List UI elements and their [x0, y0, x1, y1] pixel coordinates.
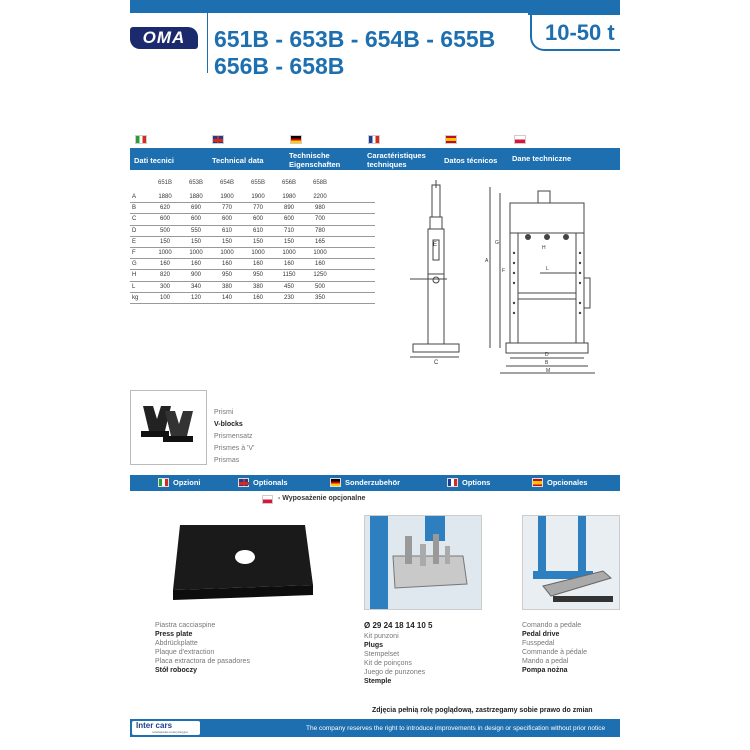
table-cell: 150 [190, 238, 201, 245]
table-cell: 700 [314, 216, 325, 223]
column-header: 653B [188, 180, 203, 186]
table-cell: 550 [190, 227, 201, 234]
column-header: 655B [250, 180, 265, 186]
plugs-it: Kit punzoni [364, 633, 399, 640]
table-cell: 160 [283, 261, 294, 268]
press-plate-es: Placa extractora de pasadores [155, 658, 250, 665]
table-cell: 900 [190, 272, 201, 279]
pedal-fr: Commande à pédale [522, 649, 587, 656]
footer-brand-subtitle: rozwiązania motoryzacyjne [152, 730, 189, 734]
options-it: Opzioni [173, 478, 201, 487]
table-cell: 160 [221, 261, 232, 268]
disclaimer-pl: Zdjęcia pełnią rolę poglądową, zastrzegamy sobie prawo do zmian [372, 707, 593, 714]
vblocks-en: V-blocks [214, 421, 243, 428]
press-plate-pl: Stół roboczy [155, 667, 198, 674]
header-es: Datos técnicos [444, 156, 498, 165]
side-view-svg [405, 180, 465, 375]
row-label: C [132, 216, 137, 223]
press-plate-image [155, 515, 325, 610]
plugs-en: Plugs [364, 642, 384, 649]
header-pl: Dane techniczne [512, 154, 572, 163]
plugs-pl: Stemple [364, 678, 392, 685]
table-cell: 1000 [189, 250, 203, 256]
column-header: 656B [281, 180, 296, 186]
uk-flag-icon [212, 135, 224, 144]
table-cell: 600 [252, 216, 263, 223]
column-header: 651B [157, 180, 172, 186]
table-cell: 230 [283, 294, 294, 301]
pedal-en: Pedal drive [522, 631, 560, 638]
table-cell: 1000 [158, 250, 172, 256]
table-cell: 780 [314, 227, 325, 234]
table-cell: 160 [159, 261, 170, 268]
options-spanish-flag-icon [532, 478, 543, 487]
table-cell: 160 [190, 261, 201, 268]
table-cell: 950 [252, 272, 263, 279]
vblocks-it: Prismi [214, 409, 234, 416]
table-cell: 380 [221, 283, 232, 290]
options-uk-flag-icon [238, 478, 249, 487]
footer-brand: Inter cars [136, 721, 173, 730]
row-label: B [132, 205, 137, 212]
table-cell: 1880 [158, 194, 172, 200]
front-label-a: A [485, 258, 489, 264]
options-french-flag-icon [447, 478, 458, 487]
table-cell: 610 [221, 227, 232, 234]
options-pl: - Wyposażenie opcjonalne [278, 495, 366, 502]
table-cell: 600 [159, 216, 170, 223]
table-cell: 1000 [220, 250, 234, 256]
row-label: F [132, 250, 136, 256]
table-cell: 710 [283, 227, 294, 234]
table-cell: 1000 [251, 250, 265, 256]
table-cell: 1000 [282, 250, 296, 256]
header-it: Dati tecnici [134, 156, 175, 165]
options-es: Opcionales [547, 478, 588, 487]
column-header: 658B [312, 180, 327, 186]
table-cell: 100 [159, 294, 170, 301]
table-cell: 160 [252, 261, 263, 268]
table-cell: 1880 [189, 194, 203, 200]
italian-flag-icon [135, 135, 147, 144]
press-plate-en: Press plate [155, 631, 193, 638]
options-italian-flag-icon [158, 478, 169, 487]
table-cell: 610 [252, 227, 263, 234]
table-cell: 500 [159, 227, 170, 234]
table-cell: 1900 [251, 194, 265, 200]
front-label-m: M [546, 368, 551, 374]
side-view-drawing [405, 180, 465, 375]
table-cell: 300 [159, 283, 170, 290]
table-cell: 980 [314, 205, 325, 212]
header-en: Technical data [212, 156, 264, 165]
options-de: Sonderzubehör [345, 478, 401, 487]
table-cell: 1980 [282, 194, 296, 200]
spanish-flag-icon [445, 135, 457, 144]
press-plate-de: Abdrückplatte [155, 640, 198, 647]
footer-notice: The company reserves the right to introduce improvements in design or specification without prior notice [306, 725, 606, 732]
table-cell: 770 [252, 205, 263, 212]
table-cell: 770 [221, 205, 232, 212]
pedal-de: Fusspedal [522, 640, 555, 647]
table-cell: 150 [283, 238, 294, 245]
table-cell: 1900 [220, 194, 234, 200]
vblocks-de: Prismensatz [214, 433, 253, 440]
header-de: Technische Eigenschaften [289, 151, 341, 169]
table-cell: 600 [221, 216, 232, 223]
table-cell: 600 [283, 216, 294, 223]
table-cell: 150 [221, 238, 232, 245]
table-cell: 500 [314, 283, 325, 290]
plugs-image [364, 515, 482, 610]
row-label: kg [132, 294, 139, 301]
header-bar [130, 0, 620, 13]
press-plate-it: Piastra cacciaspine [155, 622, 216, 629]
column-header: 654B [219, 180, 234, 186]
header-fr: Caractéristiques techniques [367, 151, 426, 169]
plugs-code: Ø 29 24 18 14 10 5 [364, 621, 433, 630]
front-view-svg [480, 183, 600, 378]
table-cell: 950 [221, 272, 232, 279]
table-cell: 890 [283, 205, 294, 212]
table-cell: 150 [159, 238, 170, 245]
pedal-it: Comando a pedale [522, 622, 582, 629]
german-flag-icon [290, 135, 302, 144]
table-cell: 140 [221, 294, 232, 301]
front-label-h: H [542, 245, 546, 251]
table-cell: 1000 [313, 250, 327, 256]
brand-logo: OMA [142, 28, 186, 47]
polish-flag-icon [514, 135, 526, 144]
press-plate-illustration [155, 515, 325, 610]
side-label-e: E [433, 242, 438, 248]
table-cell: 2200 [313, 194, 327, 200]
table-cell: 120 [190, 294, 201, 301]
table-cell: 690 [190, 205, 201, 212]
options-polish-flag-icon [262, 495, 273, 504]
table-cell: 340 [190, 283, 201, 290]
title-line-2: 656B - 658B [214, 53, 345, 79]
row-label: G [132, 261, 137, 268]
press-plate-fr: Plaque d'extraction [155, 649, 215, 656]
table-cell: 1250 [313, 272, 327, 279]
table-cell: 450 [283, 283, 294, 290]
table-cell: 620 [159, 205, 170, 212]
table-cell: 380 [252, 283, 263, 290]
plugs-illustration [365, 516, 482, 610]
front-label-l: L [546, 266, 549, 272]
french-flag-icon [368, 135, 380, 144]
title-line-1: 651B - 653B - 654B - 655B [214, 26, 496, 52]
options-german-flag-icon [330, 478, 341, 487]
table-cell: 160 [314, 261, 325, 268]
row-label: A [132, 194, 137, 200]
table-cell: 600 [190, 216, 201, 223]
options-fr: Options [462, 478, 491, 487]
row-label: H [132, 272, 137, 279]
options-en: Optionals [253, 478, 288, 487]
pedal-pl: Pompa nożna [522, 667, 568, 674]
front-label-f: F [502, 268, 506, 274]
vblocks-fr: Prismes à 'V' [214, 445, 255, 452]
tonnage-label: 10-50 t [545, 20, 615, 45]
plugs-de: Stempelset [364, 651, 400, 658]
front-label-d: D [545, 352, 549, 358]
table-cell: 160 [252, 294, 263, 301]
front-label-b: B [545, 360, 549, 366]
row-label: L [132, 283, 136, 290]
row-label: D [132, 227, 137, 234]
table-cell: 820 [159, 272, 170, 279]
row-label: E [132, 238, 137, 245]
pedal-es: Mando a pedal [522, 658, 569, 665]
front-view-drawing [480, 183, 600, 378]
pedal-image [522, 515, 620, 610]
vblocks-es: Prismas [214, 457, 240, 464]
table-cell: 350 [314, 294, 325, 301]
vblocks-image [130, 390, 207, 465]
front-label-g: G [495, 240, 499, 246]
table-cell: 165 [314, 238, 325, 245]
table-cell: 1150 [282, 272, 296, 279]
page-title [214, 26, 495, 80]
plugs-fr: Kit de poinçons [364, 660, 412, 667]
pedal-illustration [523, 516, 620, 610]
header-divider [207, 13, 208, 73]
side-label-c: C [434, 360, 439, 366]
vblocks-illustration [131, 391, 206, 464]
plugs-es: Juego de punzones [364, 669, 426, 676]
table-cell: 150 [252, 238, 263, 245]
